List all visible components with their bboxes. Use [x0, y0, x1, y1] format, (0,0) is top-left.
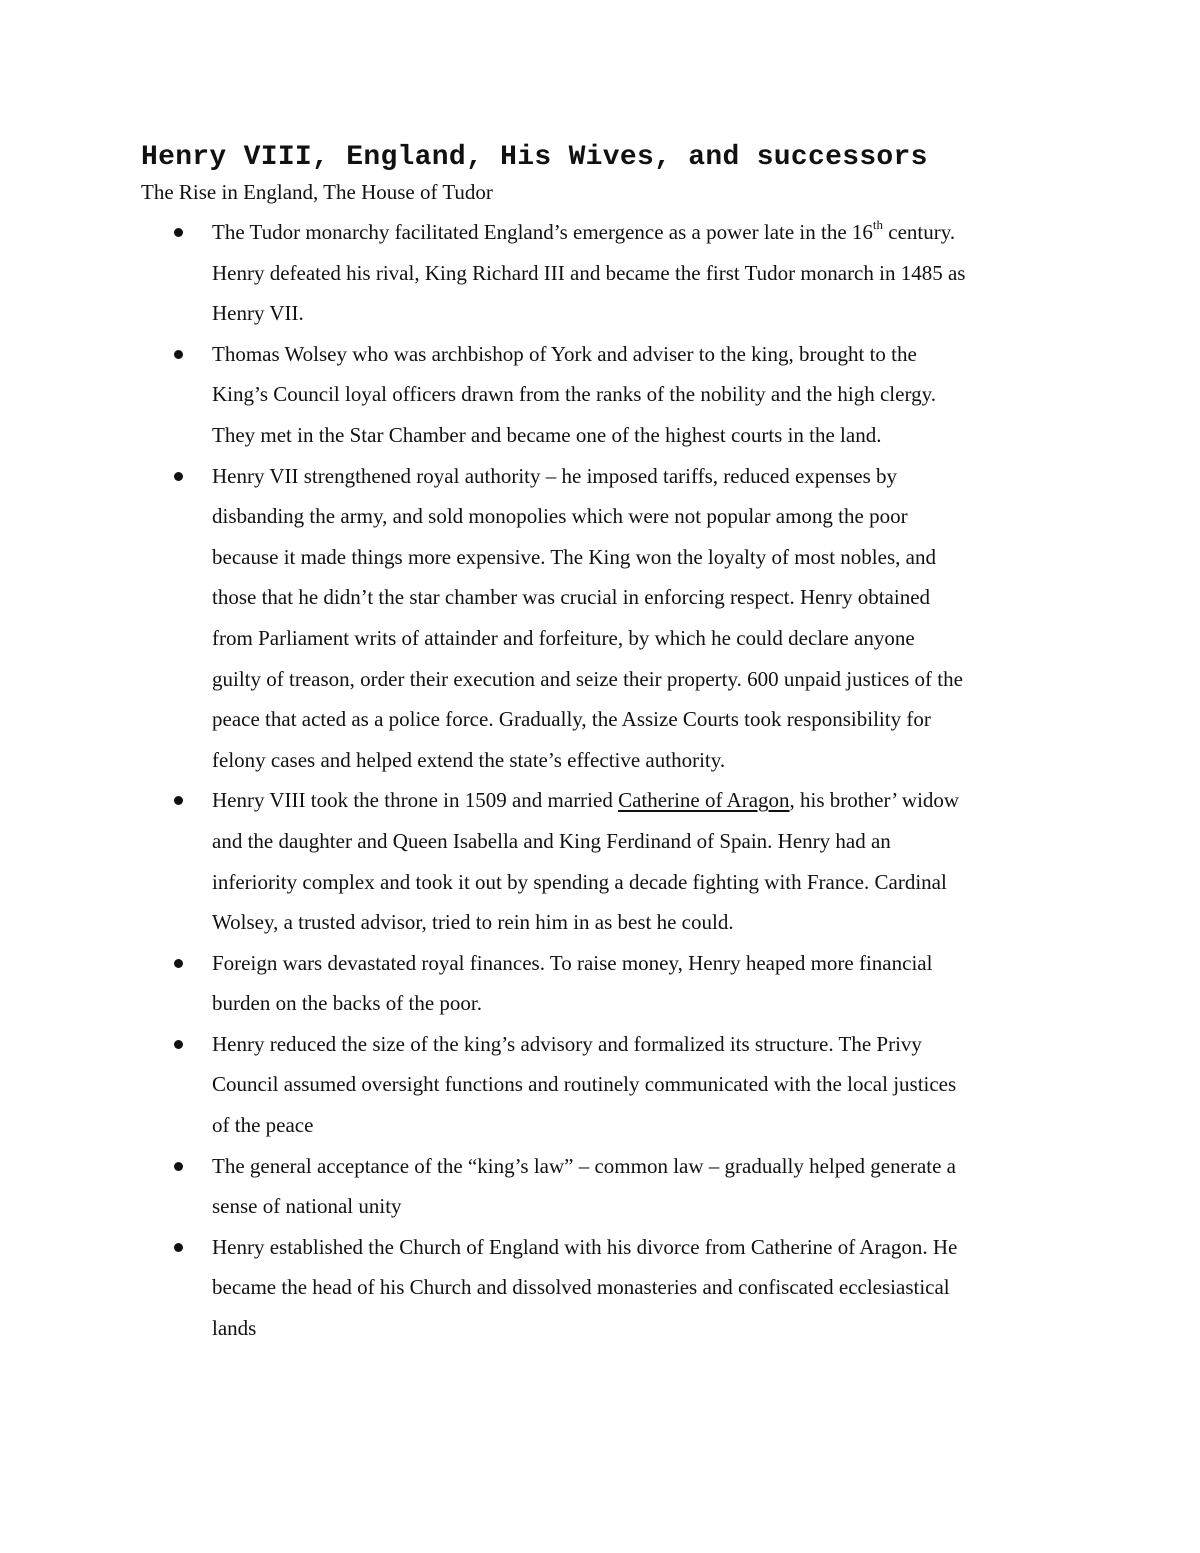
bullet-list [212, 212, 1062, 1349]
bullet-line: peace that acted as a police force. Gradually, the Assize Courts took responsibility for [212, 707, 931, 732]
bullet-icon [174, 350, 183, 359]
bullet-line: guilty of treason, order their execution and seize their property. 600 unpaid justices of the [212, 666, 963, 691]
bullet-line: disbanding the army, and sold monopolies which were not popular among the poor [212, 504, 908, 529]
bullet-line: felony cases and helped extend the state’s effective authority. [212, 747, 726, 772]
bullet-icon [174, 472, 183, 481]
bullet-item [212, 334, 1062, 456]
bullet-line: Henry VII. [212, 301, 304, 326]
bullet-line: from Parliament writs of attainder and forfeiture, by which he could declare anyone [212, 625, 915, 650]
bullet-line: because it made things more expensive. The King won the loyalty of most nobles, and [212, 544, 936, 569]
bullet-line: sense of national unity [212, 1194, 402, 1219]
bullet-line: those that he didn’t the star chamber was crucial in enforcing respect. Henry obtained [212, 585, 931, 610]
document-subtitle: The Rise in England, The House of Tudor [141, 180, 493, 204]
line-text: Henry VIII took the throne in 1509 and married [212, 788, 619, 813]
bullet-line: burden on the backs of the poor. [212, 991, 483, 1016]
bullet-item [212, 456, 1062, 781]
line-text: The Tudor monarchy facilitated England’s emergence as a power late in the 16 [212, 220, 873, 244]
bullet-icon [174, 1040, 183, 1049]
bullet-line: King’s Council loyal officers drawn from the ranks of the nobility and the high clergy. [212, 382, 936, 407]
bullet-line [212, 212, 1062, 253]
document-title: Henry VIII, England, His Wives, and successors [141, 142, 928, 173]
bullet-line: Henry defeated his rival, King Richard III and became the first Tudor monarch in 1485 as [212, 260, 966, 285]
bullet-line: Thomas Wolsey who was archbishop of York and adviser to the king, brought to the [212, 341, 917, 366]
bullet-line: Henry established the Church of England with his divorce from Catherine of Aragon. He [212, 1234, 958, 1259]
bullet-line: Foreign wars devastated royal finances. To raise money, Henry heaped more financial [212, 950, 933, 975]
bullet-item [212, 943, 1062, 1024]
bullet-line: The general acceptance of the “king’s law” – common law – gradually helped generate a [212, 1153, 956, 1178]
bullet-line: Wolsey, a trusted advisor, tried to rein him in as best he could. [212, 910, 734, 935]
bullet-line: Council assumed oversight functions and routinely communicated with the local justices [212, 1072, 957, 1097]
line-text: , his brother’ widow [789, 788, 960, 813]
bullet-icon [174, 796, 183, 805]
bullet-icon [174, 959, 183, 968]
bullet-line: became the head of his Church and dissolved monasteries and confiscated ecclesiastical [212, 1275, 950, 1300]
bullet-line: of the peace [212, 1113, 314, 1138]
bullet-item [212, 1227, 1062, 1349]
bullet-item [212, 780, 1062, 942]
bullet-line: Henry VII strengthened royal authority – he imposed tariffs, reduced expenses by [212, 463, 898, 488]
bullet-line: They met in the Star Chamber and became one of the highest courts in the land. [212, 422, 882, 447]
bullet-icon [174, 1162, 183, 1171]
line-text: century. [883, 220, 956, 244]
bullet-line: Henry reduced the size of the king’s advisory and formalized its structure. The Privy [212, 1031, 922, 1056]
catherine-of-aragon-link[interactable]: Catherine of Aragon [618, 788, 790, 813]
bullet-item [212, 212, 1062, 334]
superscript: th [872, 217, 884, 232]
bullet-line: inferiority complex and took it out by spending a decade fighting with France. Cardinal [212, 869, 947, 894]
bullet-line [212, 780, 1062, 821]
bullet-line: lands [212, 1316, 257, 1341]
bullet-item [212, 1024, 1062, 1146]
bullet-line: and the daughter and Queen Isabella and King Ferdinand of Spain. Henry had an [212, 828, 891, 853]
bullet-icon [174, 228, 183, 237]
bullet-item [212, 1146, 1062, 1227]
bullet-icon [174, 1243, 183, 1252]
